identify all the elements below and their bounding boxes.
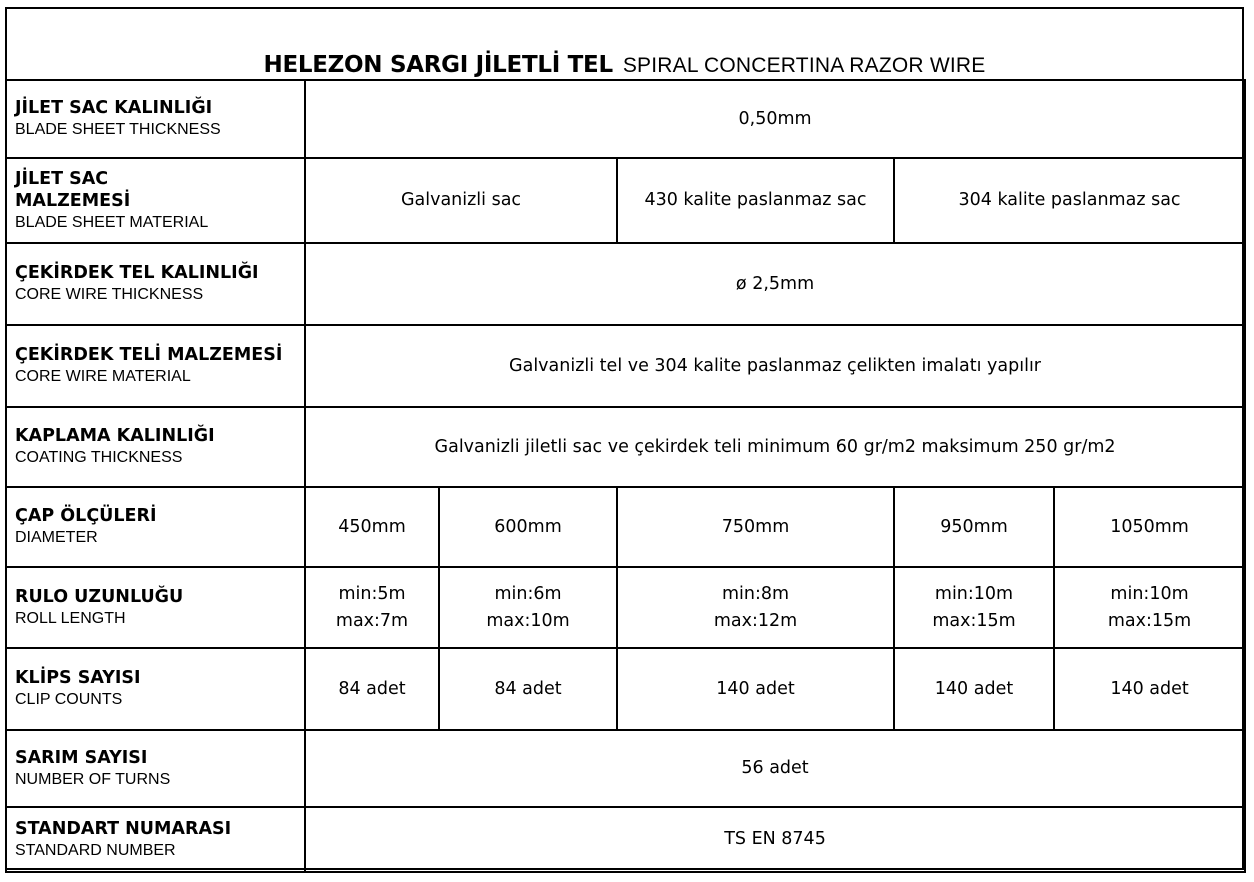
row-clip-counts xyxy=(6,648,1245,730)
row-blade-thickness xyxy=(6,80,1245,158)
row-label xyxy=(6,487,305,567)
roll-max: max:7m xyxy=(335,610,409,631)
value-cell: 304 kalite paslanmaz sac xyxy=(894,158,1245,243)
label-turkish-line2: MALZEMESİ xyxy=(15,190,131,211)
label-turkish: STANDART NUMARASI xyxy=(15,818,232,839)
label-turkish: RULO UZUNLUĞU xyxy=(15,586,184,607)
value-cell xyxy=(894,567,1054,648)
row-label xyxy=(6,730,305,807)
label-english: COATING THICKNESS xyxy=(15,449,183,466)
label-english: DIAMETER xyxy=(15,529,98,546)
label-english: NUMBER OF TURNS xyxy=(15,770,171,788)
row-label xyxy=(6,567,305,648)
label-english: CORE WIRE THICKNESS xyxy=(15,286,204,303)
value-cell: 84 adet xyxy=(305,648,439,730)
title-english: SPIRAL CONCERTINA RAZOR WIRE xyxy=(622,54,986,77)
row-standard xyxy=(6,807,1245,872)
roll-min: min:10m xyxy=(934,583,1014,604)
value-cell: 140 adet xyxy=(894,648,1054,730)
row-label xyxy=(6,407,305,487)
row-label xyxy=(6,807,305,872)
value-cell: 600mm xyxy=(439,487,617,567)
value-cell: Galvanizli sac xyxy=(305,158,617,243)
title-turkish: HELEZON SARGI JİLETLİ TEL xyxy=(263,52,613,78)
value-cell: 1050mm xyxy=(1054,487,1245,567)
label-english: CORE WIRE MATERIAL xyxy=(15,368,191,385)
label-turkish: SARIM SAYISI xyxy=(15,747,148,768)
value-cell xyxy=(305,567,439,648)
roll-max: max:12m xyxy=(713,610,798,631)
row-label xyxy=(6,243,305,325)
row-label xyxy=(6,80,305,158)
row-label xyxy=(6,325,305,407)
row-diameter xyxy=(6,487,1245,567)
value-cell: ø 2,5mm xyxy=(305,243,1245,325)
value-cell: 84 adet xyxy=(439,648,617,730)
row-label xyxy=(6,648,305,730)
value-cell: 450mm xyxy=(305,487,439,567)
label-turkish-line1: JİLET SAC xyxy=(15,168,109,189)
value-cell: TS EN 8745 xyxy=(305,807,1245,872)
row-core-thickness xyxy=(6,243,1245,325)
value-cell: 950mm xyxy=(894,487,1054,567)
label-turkish: ÇEKİRDEK TELİ MALZEMESİ xyxy=(15,345,283,365)
label-turkish: JİLET SAC KALINLIĞI xyxy=(15,98,213,118)
value-cell: 140 adet xyxy=(1054,648,1245,730)
row-roll-length xyxy=(6,567,1245,648)
label-turkish: ÇEKİRDEK TEL KALINLIĞI xyxy=(15,263,259,283)
value-cell xyxy=(617,567,894,648)
value-cell: Galvanizli tel ve 304 kalite paslanmaz çelikten imalatı yapılır xyxy=(305,325,1245,407)
value-cell: 56 adet xyxy=(305,730,1245,807)
label-english: CLIP COUNTS xyxy=(15,691,123,708)
value-cell xyxy=(439,567,617,648)
label-english: BLADE SHEET THICKNESS xyxy=(15,121,221,138)
roll-min: min:10m xyxy=(1110,583,1189,604)
roll-min: min:8m xyxy=(721,583,790,604)
value-cell: Galvanizli jiletli sac ve çekirdek teli minimum 60 gr/m2 maksimum 250 gr/m2 xyxy=(305,407,1245,487)
value-cell: 140 adet xyxy=(617,648,894,730)
value-cell: 430 kalite paslanmaz sac xyxy=(617,158,894,243)
roll-max: max:15m xyxy=(1107,610,1192,631)
row-core-material xyxy=(6,325,1245,407)
page-title xyxy=(7,47,1242,83)
value-cell xyxy=(1054,567,1245,648)
roll-min: min:6m xyxy=(494,583,562,604)
label-english: STANDARD NUMBER xyxy=(15,841,176,859)
row-turns xyxy=(6,730,1245,807)
label-turkish: ÇAP ÖLÇÜLERİ xyxy=(15,506,157,526)
spec-table xyxy=(5,79,1246,873)
label-english: BLADE SHEET MATERIAL xyxy=(15,213,209,231)
row-coating xyxy=(6,407,1245,487)
row-blade-material xyxy=(6,158,1245,243)
roll-max: max:15m xyxy=(932,610,1016,631)
label-turkish: KAPLAMA KALINLIĞI xyxy=(15,426,215,446)
row-label xyxy=(6,158,305,243)
roll-min: min:5m xyxy=(338,583,406,604)
label-turkish: KLİPS SAYISI xyxy=(15,668,141,688)
value-cell: 750mm xyxy=(617,487,894,567)
roll-max: max:10m xyxy=(486,610,570,631)
label-english: ROLL LENGTH xyxy=(15,609,126,627)
value-cell: 0,50mm xyxy=(305,80,1245,158)
